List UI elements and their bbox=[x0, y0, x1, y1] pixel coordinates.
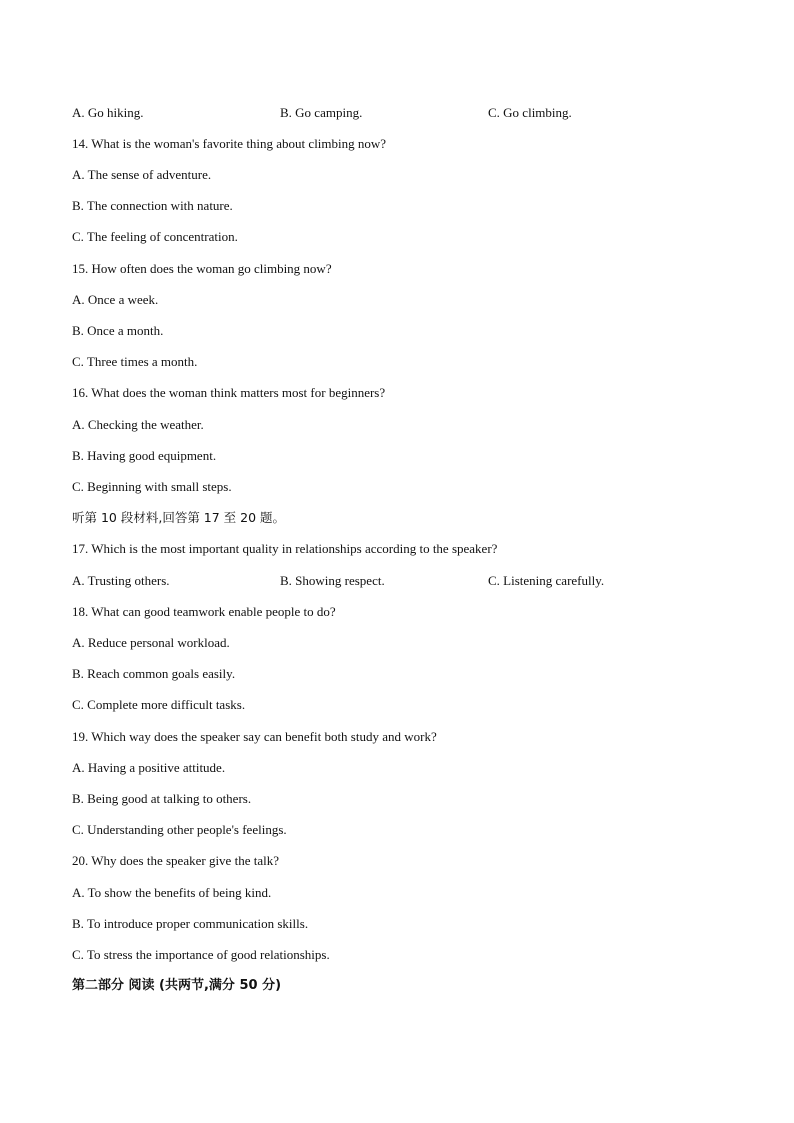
q19-option-a: A. Having a positive attitude. bbox=[72, 760, 226, 775]
q20-question: 20. Why does the speaker give the talk? bbox=[72, 853, 279, 868]
q18-question: 18. What can good teamwork enable people to do? bbox=[72, 604, 336, 619]
q20-option-c: C. To stress the importance of good relationships. bbox=[72, 947, 330, 962]
q18-option-c: C. Complete more difficult tasks. bbox=[72, 697, 246, 712]
q16-option-a: A. Checking the weather. bbox=[72, 417, 204, 432]
q13-option-c: C. Go climbing. bbox=[488, 105, 572, 120]
q13-option-a: A. Go hiking. bbox=[72, 105, 144, 120]
q14-question: 14. What is the woman's favorite thing about climbing now? bbox=[72, 136, 387, 151]
q18-option-a: A. Reduce personal workload. bbox=[72, 635, 230, 650]
q15-option-a: A. Once a week. bbox=[72, 292, 159, 307]
q19-question: 19. Which way does the speaker say can benefit both study and work? bbox=[72, 729, 437, 744]
q16-question: 16. What does the woman think matters most for beginners? bbox=[72, 385, 386, 400]
q17-question: 17. Which is the most important quality in relationships according to the speaker? bbox=[72, 541, 498, 556]
q20-option-a: A. To show the benefits of being kind. bbox=[72, 885, 272, 900]
q14-option-b: B. The connection with nature. bbox=[72, 198, 233, 213]
q14-option-c: C. The feeling of concentration. bbox=[72, 229, 238, 244]
q17-option-a: A. Trusting others. bbox=[72, 573, 170, 588]
q13-option-b: B. Go camping. bbox=[280, 105, 363, 120]
q14-option-a: A. The sense of adventure. bbox=[72, 167, 212, 182]
q15-option-c: C. Three times a month. bbox=[72, 354, 198, 369]
q15-question: 15. How often does the woman go climbing now? bbox=[72, 261, 332, 276]
part-2-heading: 第二部分 阅读 (共两节,满分 50 分) bbox=[72, 978, 282, 993]
q20-option-b: B. To introduce proper communication skills. bbox=[72, 916, 309, 931]
q19-option-c: C. Understanding other people's feelings. bbox=[72, 822, 287, 837]
q16-option-b: B. Having good equipment. bbox=[72, 448, 217, 463]
section-10-instruction: 听第 10 段材料,回答第 17 至 20 题。 bbox=[72, 510, 286, 525]
q19-option-b: B. Being good at talking to others. bbox=[72, 791, 252, 806]
q16-option-c: C. Beginning with small steps. bbox=[72, 479, 232, 494]
q17-option-c: C. Listening carefully. bbox=[488, 573, 605, 588]
q17-option-b: B. Showing respect. bbox=[280, 573, 385, 588]
q18-option-b: B. Reach common goals easily. bbox=[72, 666, 236, 681]
q15-option-b: B. Once a month. bbox=[72, 323, 164, 338]
